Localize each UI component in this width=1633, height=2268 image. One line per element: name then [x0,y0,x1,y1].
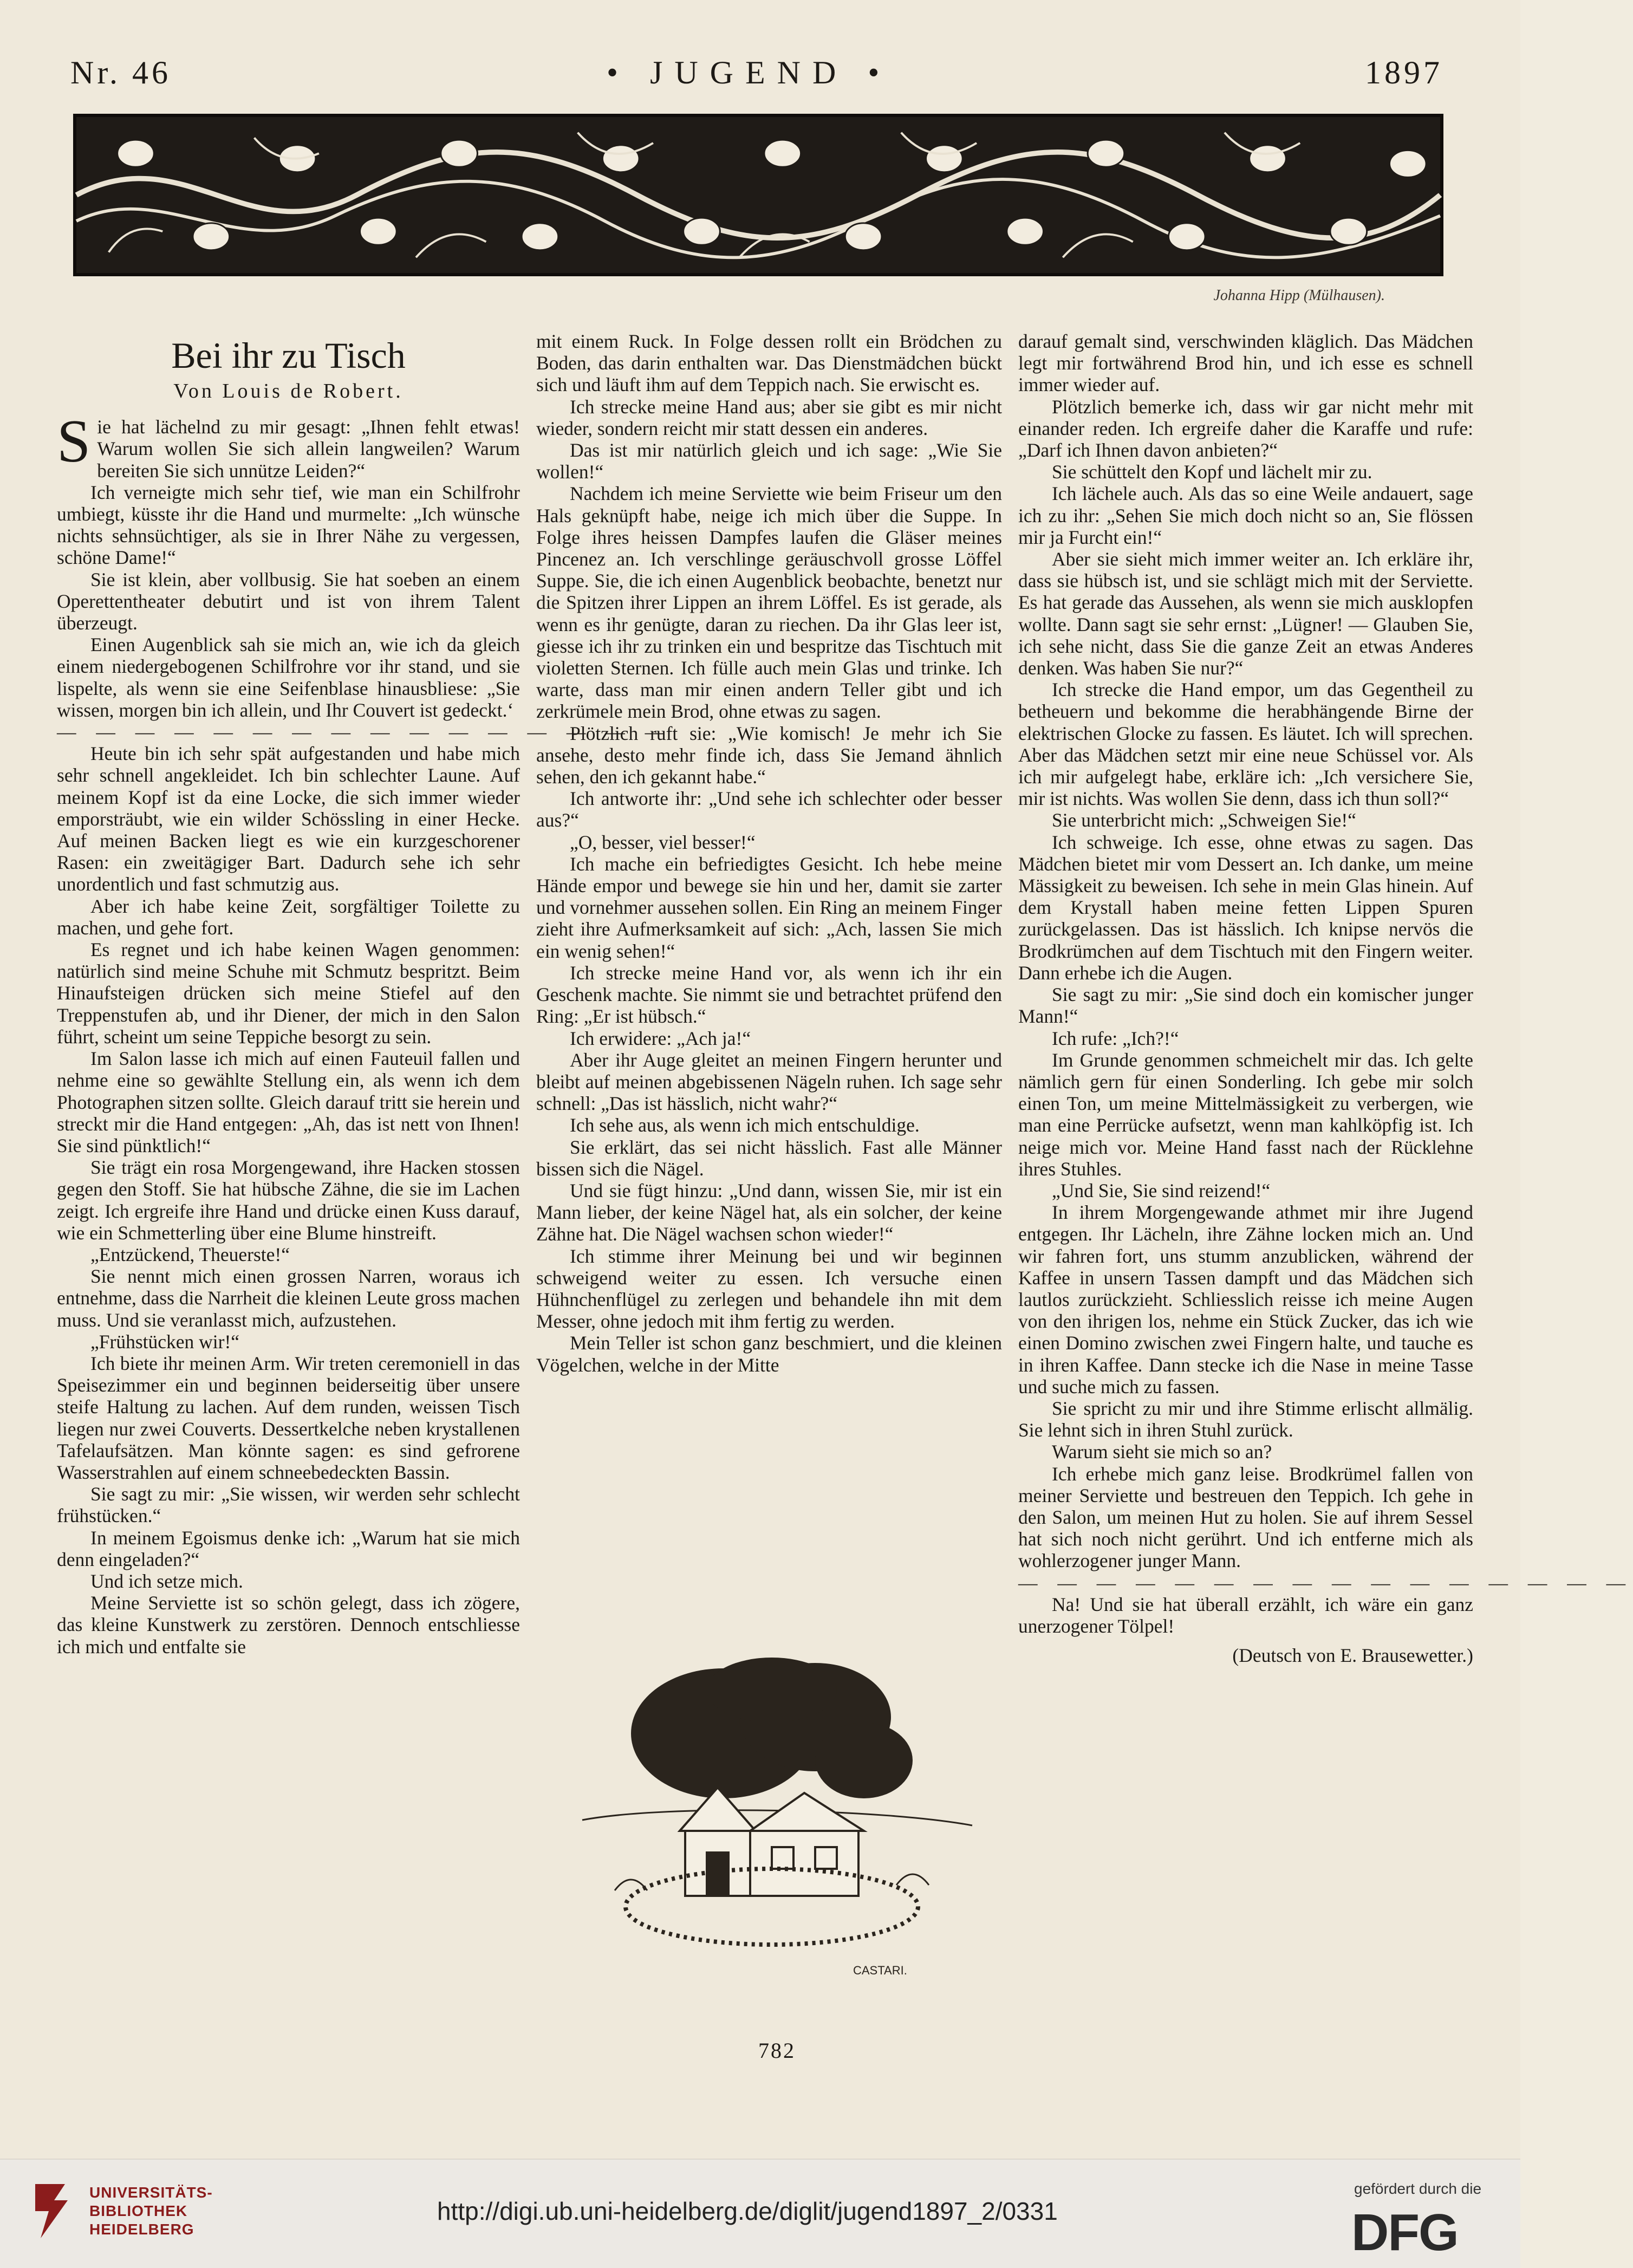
illustrator-signature: CASTARI. [853,1964,907,1977]
paragraph: Und ich setze mich. [90,1570,243,1592]
year: 1897 [1365,55,1443,90]
first-paragraph: Sie hat lächelnd zu mir gesagt: „Ihnen fehlt etwas! Warum wollen Sie sich allein langweilen? Warum bereiten Sie sich unnütze Leiden?“ [57,408,520,482]
paragraph: Sie nennt mich einen grossen Narren, woraus ich entnehme, dass die Narrheit die kleinen Leute gross machen muss. Und sie veranlasst mich, aufzustehen. [57,1265,520,1331]
university-library-logo-icon [24,2179,79,2244]
digitization-footer [0,2159,1520,2268]
paragraph: Ich strecke meine Hand aus; aber sie gibt es mir nicht wieder, sondern reicht mir statt dessen ein anderes. [536,395,1002,439]
paragraph: Plötzlich bemerke ich, dass wir gar nicht mehr mit einander reden. Ich ergreife daher die Karaffe und rufe: „Darf ich Ihnen davon anbieten?“ [1018,395,1473,462]
paragraph: Sie erklärt, das sei nicht hässlich. Fast alle Männer bissen sich die Nägel. [536,1136,1002,1180]
paragraph: Ich lächele auch. Als das so eine Weile andauert, sage ich zu ihr: „Sehen Sie mich doch nicht so an, Sie flössen mir ja Furcht ein!“ [1018,483,1473,548]
journal-title: • JUGEND • [607,55,892,90]
paragraph: Ich stimme ihrer Meinung bei und wir beginnen schweigend weiter zu essen. Ich versuche einen Hühnchenflügel zu zerlegen und behandele ihn mit dem Messer, ohne jedoch mit ihm fertig zu werden. [536,1245,1002,1333]
paragraph: Ich biete ihr meinen Arm. Wir treten ceremoniell in das Speisezimmer ein und beginnen beiderseitig über unsere steife Haltung zu lachen. Auf dem runden, weissen Tisch liegen nur zwei Couverts. Dessertkelche neben krystallenen Tafelaufsätzen. Man könnte sagen: es sind gefrorene Wasserstrahlen auf einem schneebedeckten Bassin. [57,1352,520,1483]
paragraph: Im Salon lasse ich mich auf einen Fauteuil fallen und nehme eine so gewählte Stellung ein, als wenn ich dem Photographen sitzen sollte. Gleich darauf tritt sie herein und streckt mir die Hand entgegen: „Ah, das ist nett von Ihnen! Sie sind pünktlich!“ [57,1048,520,1156]
paragraph: Es regnet und ich habe keinen Wagen genommen: natürlich sind meine Schuhe mit Schmutz bespritzt. Beim Hinaufsteigen drücken sich meine Stiefel auf den Treppenstufen ab, und ihr Diener, der mich in den Salon führt, scheint um seine Teppiche besorgt zu sein. [57,939,520,1048]
paragraph: Meine Serviette ist so schön gelegt, dass ich zögere, das kleine Kunstwerk zu zerstören. Dennoch entschliesse ich mich und entfalte sie [57,1592,520,1658]
text-column-3 [1018,330,1633,1667]
paragraph: Plötzlich ruft sie: „Wie komisch! Je mehr ich Sie ansehe, desto mehr finde ich, dass Sie Jemand ähnlich sehen, den ich gekannt habe.“ [536,722,1002,788]
paragraph: Das ist mir natürlich gleich und ich sage: „Wie Sie wollen!“ [536,439,1002,483]
library-name: UNIVERSITÄTS- BIBLIOTHEK HEIDELBERG [89,2184,213,2238]
paragraph: „Frühstücken wir!“ [90,1330,240,1353]
lily-of-the-valley-ornament-icon [76,117,1440,273]
paragraph: Ich strecke die Hand empor, um das Gegentheil zu betheuern und bekomme die herabhängende Birne der elektrischen Glocke zu fassen. Es läutet. Ich will sprechen. Aber das Mädchen setzt mir eine neue Schüssel vor. Als ich mir aufgelegt habe, erkläre ich: „Ich versichere Sie, mir ist nichts. Was wollen Sie denn, dass ich thun soll?“ [1018,679,1473,810]
paragraph: Ich schweige. Ich esse, ohne etwas zu sagen. Das Mädchen bietet mir vom Dessert an. Ich danke, um meine Mässigkeit zu beweisen. Ich sehe in mein Glas hinein. Auf dem Krystall haben meine fetten Lippen Spuren zurückgelassen. Das ist hässlich. Ich knipse nervös die Brodkrümchen auf dem Tischtuch mit den Fingern weiter. Dann erhebe ich die Augen. [1018,831,1473,984]
paragraph: Sie trägt ein rosa Morgengewand, ihre Hacken stossen gegen den Stoff. Sie hat hübsche Zähne, die sie im Lachen zeigt. Ich ergreife ihre Hand und drücke einen Kuss darauf, wie ein Schmetterling über eine Blume hinstreift. [57,1156,520,1244]
dfg-logo: DFG [1351,2204,1458,2261]
paragraph: „O, besser, viel besser!“ [570,831,756,853]
paragraph: Im Grunde genommen schmeichelt mir das. Ich gelte nämlich gern für einen Sonderling. Ich gebe mir solch einen Ton, um meine Mittelmässigkeit zu verbergen, wie man eine Perrücke aufsetzt, wenn man kahlköpfig ist. Ich neige mich vor. Meine Hand fasst nach der Rücklehne ihres Stuhles. [1018,1049,1473,1180]
paragraph: Aber ich habe keine Zeit, sorgfältiger Toilette zu machen, und gehe fort. [57,895,520,939]
paragraph: Und sie fügt hinzu: „Und dann, wissen Sie, mir ist ein Mann lieber, der keine Nägel hat, als ein solcher, der keine Zähne hat. Die Nägel wachsen schon wieder!“ [536,1179,1002,1245]
paragraph: In ihrem Morgengewande athmet mir ihre Jugend entgegen. Ihr Lächeln, ihre Zähne locken mich an. Und wir fahren fort, uns stumm anzublicken, während der Kaffee in unsern Tassen dampft und das Mädchen sich lautlos zurückzieht. Schliesslich reisse ich meine Augen von den ihrigen los, nehme ein Stück Zucker, das ich wie einen Domino zwischen zwei Fingern halte, und tauche es in ihren Kaffee. Dann stecke ich die Nase in meine Tasse und suche mich zu fassen. [1018,1201,1473,1398]
paragraph: Ich rufe: „Ich?!“ [1052,1027,1179,1049]
paragraph: Ich erwidere: „Ach ja!“ [570,1027,751,1049]
funding-label: gefördert durch die [1354,2180,1482,2197]
translator-credit: (Deutsch von E. Brausewetter.) [1232,1645,1473,1667]
ornamental-banner [73,114,1443,276]
paragraph: Warum sieht sie mich so an? [1052,1441,1272,1463]
cottage-tree-icon [561,1658,994,1983]
paragraph: Sie unterbricht mich: „Schweigen Sie!“ [1052,809,1356,831]
paragraph: „Und Sie, Sie sind reizend!“ [1052,1179,1271,1201]
banner-artist-credit: Johanna Hipp (Mülhausen). [1213,287,1385,304]
paragraph: Nachdem ich meine Serviette wie beim Friseur um den Hals geknüpft habe, neige ich mich über die Suppe. In Folge ihres heissen Dampfes laufen die Gläser meines Pincenez an. Ich verschlinge geräuschvoll grosse Löffel Suppe. Sie, die ich einen Augenblick beobachte, benetzt nur die Spitzen ihrer Lippen an ihrem Löffel. Es ist gerade, als wenn es ihr genügte, daran zu riechen. Da ihr Glas leer ist, giesse ich ihr zu trinken ein und bespritze das Tischtuch mit violetten Sternen. Ich fülle auch mein Glas und trinke. Ich warte, dass man mir einen andern Teller gibt und ich zerkrümele mein Brod, ohne etwas zu sagen. [536,483,1002,723]
paragraph: Heute bin ich sehr spät aufgestanden und habe mich sehr schnell angekleidet. Ich bin schlechter Laune. Auf meinem Kopf ist da eine Locke, die sich immer wieder emporsträubt, wie ein wilder Schössling in einer Hecke. Auf meinen Backen liegt es wie ein kurzgeschorener Rasen: ein zweitägiger Bart. Dadurch sehe ich sehr unordentlich und fast schmutzig aus. [57,743,520,895]
text-column-2 [536,330,1002,1376]
paragraph: Mein Teller ist schon ganz beschmiert, und die kleinen Vögelchen, welche in der Mitte [536,1332,1002,1376]
section-separator: — — — — — — — — — — — — — — — — [1018,1571,1633,1594]
paragraph: Sie sagt zu mir: „Sie sind doch ein komischer junger Mann!“ [1018,984,1473,1028]
paragraph: Na! Und sie hat überall erzählt, ich wäre ein ganz unerzogener Tölpel! [1018,1593,1473,1637]
paragraph: Ich verneigte mich sehr tief, wie man ein Schilfrohr umbiegt, küsste ihr die Hand und murmelte: „Ich wünsche nichts sehnsüchtiger, als sie in Ihrer Nähe zu vergessen, schöne Dame!“ [57,481,520,569]
paragraph: Ich mache ein befriedigtes Gesicht. Ich hebe meine Hände empor und bewege sie hin und her, damit sie zarter und vornehmer aussehen sollen. Ein Ring an meinem Finger zieht ihre Aufmerksamkeit auf sich: „Ach, lassen Sie mich ein wenig sehen!“ [536,853,1002,962]
paragraph: Aber sie sieht mich immer weiter an. Ich erkläre ihr, dass sie hübsch ist, und sie schlägt mich mit der Serviette. Es hat gerade das Aussehen, als wenn sie mich ausklopfen wollte. Dann sagt sie sehr ernst: „Lügner! — Glauben Sie, ich sehe nicht, dass Sie die ganze Zeit an etwas Anderes denken. Was haben Sie nur?“ [1018,548,1473,679]
paragraph: Aber ihr Auge gleitet an meinen Fingern herunter und bleibt auf meinen abgebissenen Nägeln ruhen. Ich sage sehr schnell: „Das ist hässlich, nicht wahr?“ [536,1049,1002,1115]
paragraph: mit einem Ruck. In Folge dessen rollt ein Brödchen zu Boden, das darin enthalten war. Das Dienstmädchen bückt sich und läuft ihm auf dem Teppich nach. Sie erwischt es. [536,330,1002,396]
paragraph: Einen Augenblick sah sie mich an, wie ich da gleich einem niedergebogenen Schilfrohre vor ihr stand, und sie lispelte, als wenn sie eine Seifenblase hinausbliese: „Sie wissen, morgen bin ich allein, und Ihr Couvert ist gedeckt.‘ [57,634,520,721]
paragraph: Ich sehe aus, als wenn ich mich entschuldige. [570,1114,920,1136]
section-separator: — — — — — — — — — — — — — — — — [57,721,672,743]
cottage-illustration [561,1658,994,1983]
paragraph: Ich strecke meine Hand vor, als wenn ich ihr ein Geschenk machte. Sie nimmt sie und betrachtet prüfend den Ring: „Er ist hübsch.“ [536,961,1002,1028]
drop-cap: S [57,408,91,476]
paragraph: Sie ist klein, aber vollbusig. Sie hat soeben an einem Operettentheater debutirt und ist von ihrem Talent überzeugt. [57,568,520,634]
paragraph: Sie schüttelt den Kopf und lächelt mir zu. [1052,461,1372,483]
paragraph: Ich erhebe mich ganz leise. Brodkrümel fallen von meiner Serviette und bestreuen den Teppich. Ich gehe in den Salon, um meinen Hut zu holen. Sie auf ihrem Sessel hat sich noch nicht gerührt. Und ich entferne mich als wohlerzogener junger Mann. [1018,1463,1473,1572]
article-byline: Von Louis de Robert. [173,380,404,402]
paragraph: Ich antworte ihr: „Und sehe ich schlechter oder besser aus?“ [536,788,1002,831]
paragraph: darauf gemalt sind, verschwinden kläglich. Das Mädchen legt mir fortwährend Brod hin, und ich esse es schnell immer wieder auf. [1018,330,1473,396]
article-title: Bei ihr zu Tisch [171,335,406,376]
page-number: 782 [758,2038,796,2063]
paragraph: Sie spricht zu mir und ihre Stimme erlischt allmälig. Sie lehnt sich in ihren Stuhl zurück. [1018,1397,1473,1441]
issue-number: Nr. 46 [70,55,171,90]
paragraph: „Entzückend, Theuerste!“ [90,1243,290,1265]
paragraph: Sie sagt zu mir: „Sie wissen, wir werden sehr schlecht frühstücken.“ [57,1483,520,1527]
permalink[interactable]: http://digi.ub.uni-heidelberg.de/diglit/jugend1897_2/0331 [437,2197,1058,2225]
paragraph: In meinem Egoismus denke ich: „Warum hat sie mich denn eingeladen?“ [57,1526,520,1570]
